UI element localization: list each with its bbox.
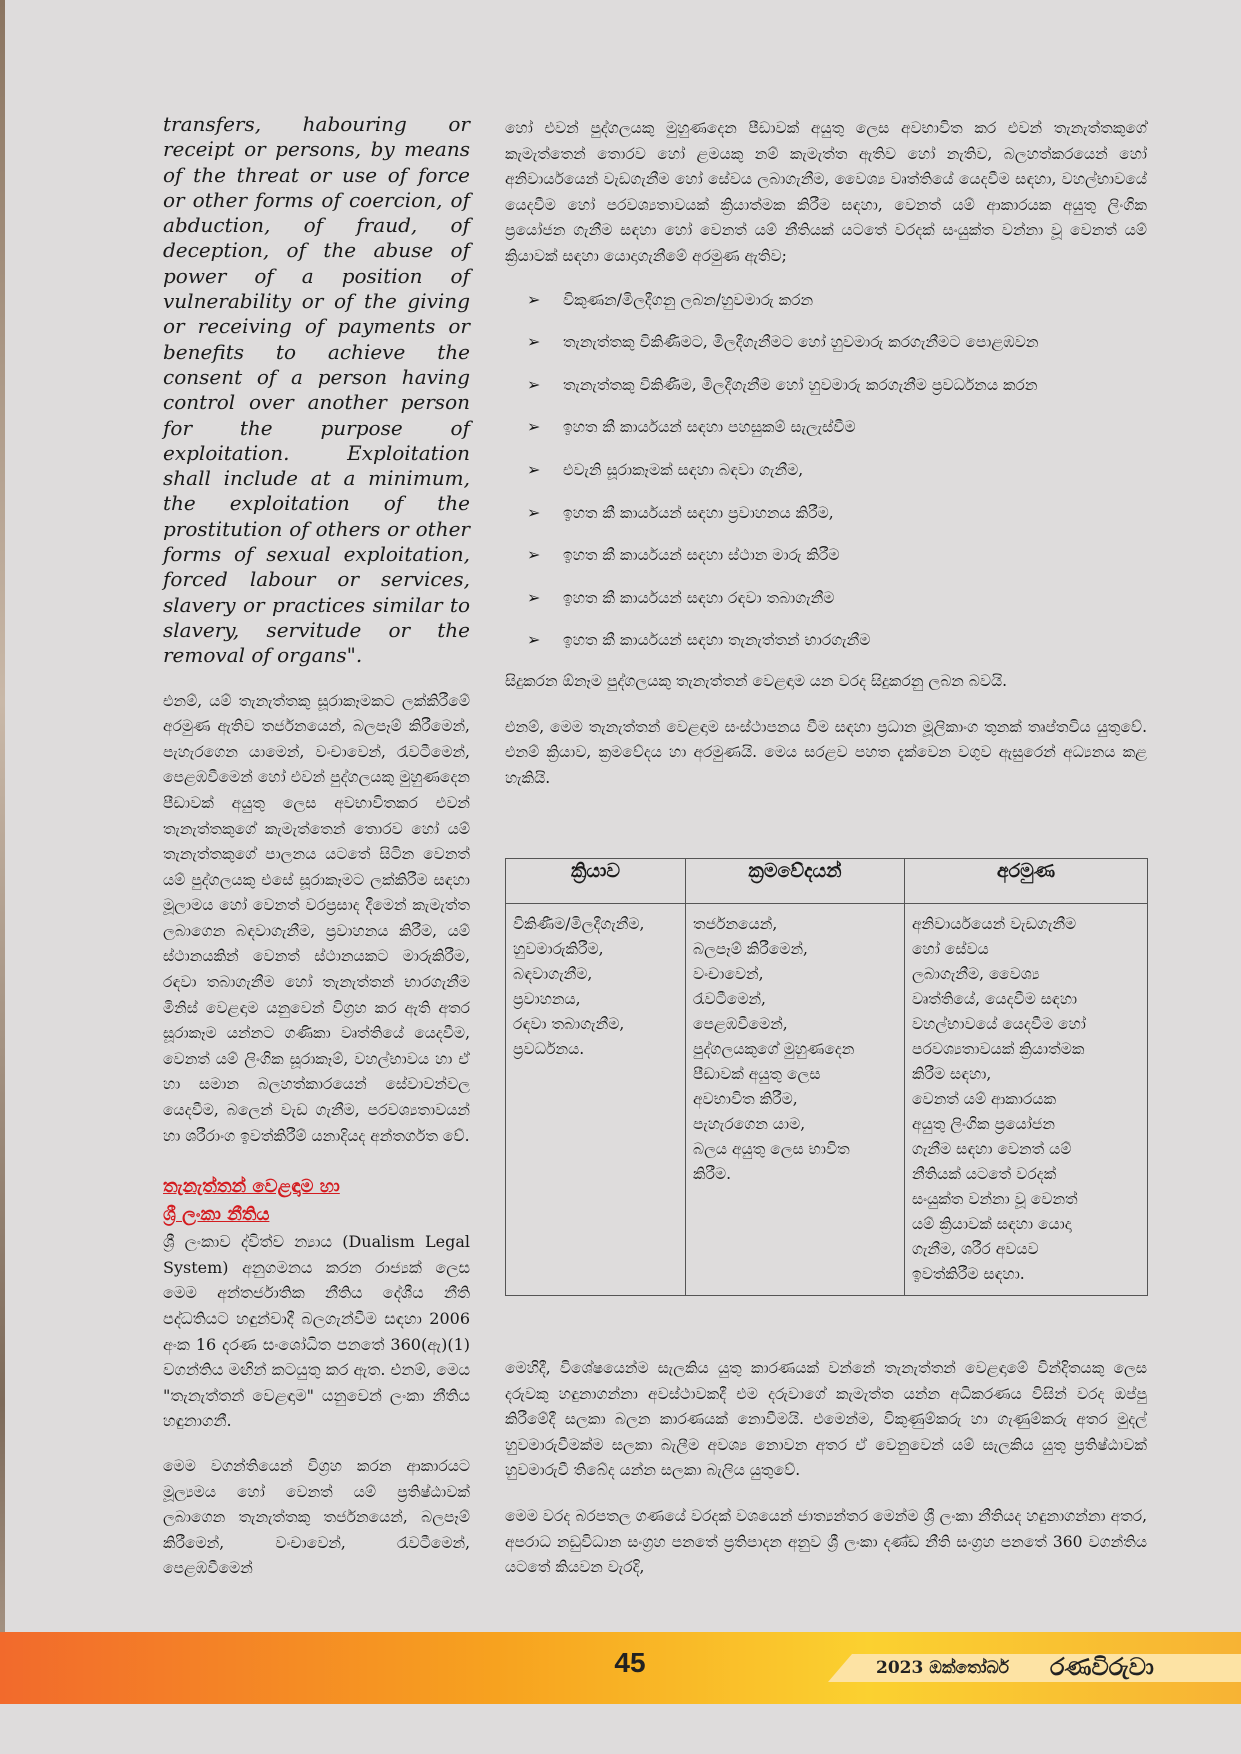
list-item-text: විකුණන/මිලදීගනු ලබන/හුවමාරු කරන [563, 290, 814, 309]
issue-date: 2023 ඔක්තෝබර් [876, 1658, 1010, 1678]
table-cell-line: ප්‍රවර්ධනය. [513, 1040, 585, 1058]
table-cell-line: බලපෑම් කිරීමෙන්, [693, 940, 808, 958]
list-item [505, 503, 1147, 523]
table-header-act: ක්‍රියාව [506, 859, 686, 904]
list-item-text: ඉහත කී කාර්යයන් සඳහා තැනැත්තන් භාරගැනීම [563, 631, 871, 650]
right-column [505, 116, 1147, 791]
table-cell-line: විකිණීම/මිලදීගැනීම, [513, 915, 645, 933]
table-cell-line: පීඩාවක් අයුතු ලෙස [693, 1065, 821, 1083]
table-cell-line: වංචාවෙන්, [693, 965, 764, 983]
paragraph-offence: සිදුකරන ඕනෑම පුද්ගලයකු තැනැත්තන් වෙළඳාම යන වරද සිදුකරනු ලබන බවයි. [505, 671, 1008, 690]
arrow-bullet-icon: ➢ [527, 417, 541, 437]
list-item-text: තැනැත්තකු විකිණීම, මිලදීගැනීම හෝ හුවමාරු කරගැනීම ප්‍රවර්ධනය කරන [563, 375, 1038, 394]
arrow-bullet-icon: ➢ [527, 587, 541, 607]
table-cell-line: රැවටීමෙන්, [693, 990, 766, 1008]
list-item-text: ඉහත කී කාර්යයන් සඳහා රඳවා තබාගැනීම [563, 588, 835, 607]
table-cell-line: ගැනීම, ශරීර අවයව [912, 1240, 1039, 1258]
list-item [505, 630, 1147, 650]
list-item-text: ඉහත කී කාර්යයන් සඳහා පහසුකම් සැලැස්වීම [563, 418, 856, 437]
table-cell-means [686, 904, 905, 1296]
arrow-bullet-icon: ➢ [527, 459, 541, 479]
list-item [505, 545, 1147, 565]
arrow-bullet-icon: ➢ [527, 630, 541, 650]
table-cell-line: පැහැරගෙන යාම, [693, 1115, 806, 1133]
list-item-text: එවැනි සූරාකෑමක් සඳහා බඳවා ගැනීම, [563, 460, 804, 479]
list-item-text: ඉහත කී කාර්යයන් සඳහා ප්‍රවාහනය කිරීම, [563, 503, 834, 522]
page-footer [0, 1632, 1241, 1704]
table-cell-line: පුද්ගලයකුගේ මුහුණදෙන [693, 1040, 855, 1058]
left-column [163, 112, 470, 1582]
table-cell-line: හුවමාරුකිරීම, [513, 940, 604, 958]
list-item-text: තැනැත්තකු විකිණීමට, මිලදීගැනීමට හෝ හුවමාරු කරගැනීමට පොළඹවන [563, 333, 1039, 352]
elements-table [505, 858, 1148, 1296]
table-cell-line: සංයුක්ත වන්නා වූ වෙනත් [912, 1190, 1078, 1208]
table-cell-line: ලබාගැනීම, වෛශ්‍ය [912, 965, 1040, 983]
table-cell-line: අයුතු ලිංගික ප්‍රයෝජන [912, 1115, 1055, 1133]
list-item [505, 417, 1147, 437]
paragraph-elements: එනම්, මෙම තැනැත්තන් වෙළඳාම සංස්ථාපනය වීම සඳහා ප්‍රධාන මූලිකාංග තුනක් තෘප්තවිය යුතුවේ. එනම් ක්‍රියාව, ක්‍රමවේදය හා අරමුණයි. මෙය සරළව පහත දැක්වෙන වගුව ඇසුරෙන් අධ්‍යනය කළ හැකියි. [505, 717, 1147, 787]
page-number: 45 [614, 1647, 646, 1678]
list-item [505, 290, 1147, 310]
arrow-bullet-icon: ➢ [527, 374, 541, 394]
table-header-purpose: අරමුණ [905, 859, 1148, 904]
table-cell-line: හෝ සේවය [912, 940, 989, 958]
paragraph-child-consent: මෙහිදී, විශේෂයෙන්ම සැලකිය යුතු කාරණයක් වන්නේ තැනැත්තන් වෙළඳාමේ වින්දිතයකු ලෙස දරුවකු හඳුනාගන්නා අවස්ථාවකදී එම දරුවාගේ කැමැත්ත යන්න අධිකරණය විසින් වරද ඔප්පු කිරීමේදී සලකා බලන කාරණයක් නොවීමයි. එමෙන්ම, විකුණුම්කරු හා ගැණුම්කරු අතර මුදල් හුවමාරුවීමක්ම සලකා බැලීම අවශ්‍ය නොවන අතර ඒ වෙනුවෙන් යම් සැලකිය යුතු ප්‍රතිෂ්ඨාවක් හුවමාරුවී තිබේද යන්න සලකා බැලිය යුතුවේ. [505, 1359, 1147, 1480]
arrow-bullet-icon: ➢ [527, 332, 541, 352]
table-cell-line: අනිවාර්යයෙන් වැඩගැනීම [912, 915, 1077, 933]
table-cell-line: නීතියක් යටතේ වරදක් [912, 1165, 1057, 1183]
table-cell-line: ඉවත්කිරීම සඳහා. [912, 1265, 1025, 1283]
table-cell-line: වෙනත් යම් ආකාරයක [912, 1090, 1057, 1108]
table-header-means: ක්‍රමවේදයන් [686, 859, 905, 904]
table-cell-purpose [905, 904, 1148, 1296]
table-cell-line: බඳවාගැනීම, [513, 965, 593, 983]
section-heading [163, 1173, 470, 1229]
table-cell-line: යම් ක්‍රියාවක් සඳහා යොදා [912, 1215, 1072, 1233]
table-cell-line: වෘත්තියේ, යෙදවීම සඳහා [912, 990, 1078, 1008]
bottom-margin [0, 1704, 1241, 1754]
arrow-bullet-icon: ➢ [527, 545, 541, 565]
list-item [505, 375, 1147, 395]
paragraph-dualism: ශ්‍රී ලංකාව ද්විත්ව න්‍යාය (Dualism Legal System) අනුගමනය කරන රාජ්‍යක් ලෙස මෙම අන්තර්ජාතික නීතිය දේශීය නීති පද්ධතියට හඳුන්වාදී බලගැන්වීම සඳහා 2006 අංක 16 දරණ සංශෝධිත පනතේ 360(ඇ)(1) වගන්තිය මඟින් කටයුතු කර ඇත. එනම්, මෙය "තැනැත්තන් වෙළඳාම" යනුවෙන් ලංකා නීතිය හඳුනාගනී. [163, 1232, 470, 1431]
list-item-text: ඉහත කී කාර්යයන් සඳහා ස්ථාන මාරු කිරීම [563, 546, 840, 565]
list-item [505, 332, 1147, 352]
table-cell-line: බලය අයුතු ලෙස භාවිත [693, 1140, 850, 1158]
magazine-logo: රණවිරුවා [1050, 1652, 1154, 1681]
table-cell-line: පෙළඹවීමෙන්, [693, 1015, 788, 1033]
table-cell-line: අවභාවිත කිරීම, [693, 1090, 798, 1108]
section-heading-line1: තැනැත්තන් වෙළඳාම හා [163, 1176, 340, 1198]
table-cell-line: වහල්භාවයේ යෙදවීම හෝ [912, 1015, 1086, 1033]
table-cell-line: කිරීම. [693, 1165, 732, 1183]
table-cell-line: කිරීම සඳහා, [912, 1065, 992, 1083]
table-cell-line: පරවශ්‍යතාවයක් ක්‍රියාත්මක [912, 1040, 1085, 1058]
paragraph-definition: එනම්, යම් තැනැත්තකු සූරාකෑමකට ලක්කිරීමේ අරමුණ ඇතිව තර්ජනයෙන්, බලපෑම් කිරීමෙන්, පැහැරගෙන යාමෙන්, වංචාවෙන්, රැවටීමෙන්, පෙළඹවීමෙන් හෝ එවන් පුද්ගලයකු මුහුණදෙන පීඩාවක් අයුතු ලෙස අවභාවිතකර එවන් තැනැත්තකුගේ කැමැත්තෙන් තොරව හෝ යම් තැනැත්තකුගේ පාලනය යටතේ සිටින වෙනත් යම් පුද්ගලයකු එසේ සූරාකෑමට ලක්කිරීම සඳහා මූලාමය හෝ වෙනත් වරප්‍රසාද දීමෙන් කැමැත්ත ලබාගෙන බඳවාගැනීම, ප්‍රවාහනය කිරීම, යම් ස්ථානයකින් වෙනත් ස්ථානයකට මාරුකිරීම, රඳවා තබාගැනීම හෝ තැනැත්තන් භාරගැනීම මිනිස් වෙළඳාම යනුවෙන් විග්‍රහ කර ඇති අතර සූරාකෑම යන්නට ගණිකා වෘත්තියේ යෙදවීම, වෙනත් යම් ලිංගික සූරාකෑම්, වහල්භාවය හා ඒ හා සමාන බලහත්කාරයෙන් සේවාවන්වල යෙදවීම, බලෙන් වැඩ ගැනීම, පරවශ්‍යතාවයන් හා ශරීරාංග ඉවත්කිරීම් යනාදියද අන්තර්ගත වේ. [163, 691, 470, 1145]
paragraph-section-explanation: මෙම වගන්තියෙන් විග්‍රහ කරන ආකාරයට මූල්‍යමය හෝ වෙනත් යම් ප්‍රතිෂ්ඨාවක් ලබාගෙන තැනැත්තකු තර්ජනයෙන්, බලපෑම් කිරීමෙන්, වංචාවෙන්, රැවටීමෙන්, පෙළඹවීමෙන් [163, 1456, 470, 1578]
section-heading-line2: ශ්‍රී ලංකා නීතිය [163, 1204, 270, 1226]
table-cell-act [506, 904, 686, 1296]
paragraph-serious-offence: මෙම වරද බරපතල ගණයේ වරදක් වශයෙන් ජාත්‍යන්තර මෙන්ම ශ්‍රී ලංකා නීතියද හඳුනාගන්නා අතර, අපරාධ නඩුවිධාන සංග්‍රහ පනතේ ප්‍රතිපාදන අනුව ශ්‍රී ලංකා දණ්ඩ නීති සංග්‍රහ පනතේ 360 වගන්තිය යටතේ කියවන වැරදි, [505, 1506, 1147, 1577]
arrow-bullet-icon: ➢ [527, 502, 541, 522]
page-edge [0, 0, 5, 1754]
english-quote: transfers, habouring or receipt or persons, by means of the threat or use of force or other forms of coercion, of abduction, of fraud, of deception, of the abuse of power of a position of vulnerability or of the giving or receiving of payments or benefits to achieve the consent of a person having control over another person for the purpose of exploitation. Exploitation shall include at a minimum, the exploitation of the prostitution of others or other forms of sexual exploitation, forced labour or services, slavery or practices similar to slavery, servitude or the removal of organs". [163, 112, 470, 668]
table-cell-line: ප්‍රවාහනය, [513, 990, 581, 1008]
table-cell-line: රඳවා තබාගැනීම, [513, 1015, 625, 1033]
paragraph-intro: හෝ එවන් පුද්ගලයකු මුහුණදෙන පීඩාවක් අයුතු ලෙස අවභාවිත කර එවන් තැනැත්තකුගේ කැමැත්තෙන් තොරව හෝ ළමයකු නම් කැමැත්ත ඇතිව හෝ නැතිව, බලහත්කරයෙන් හෝ අනිවාර්යයෙන් වැඩගැනීම හෝ සේවය ලබාගැනීම, වෛශ්‍ය වෘත්තියේ යෙදවීම සඳහා, වහල්භාවයේ යෙදවීම හෝ පරවශ්‍යතාවයක් ක්‍රියාත්මක කිරීම සඳහා, වෙනත් යම් ආකාරයක අයුතු ලිංගික ප්‍රයෝජන ගැනීම සඳහා හෝ වෙනත් යම් නීතියක් යටතේ වරදක් සංයුක්ත වන්නා වූ වෙනත් යම් ක්‍රියාවක් සඳහා යොදාගැනීමේ අරමුණ ඇතිව; [505, 119, 1147, 265]
table-cell-line: ගැනීම සඳහා වෙනත් යම් [912, 1140, 1072, 1158]
arrow-bullet-icon: ➢ [527, 289, 541, 309]
bullet-list [505, 290, 1147, 651]
list-item [505, 588, 1147, 608]
right-column-lower [505, 1356, 1147, 1581]
table-cell-line: තර්ජනයෙන්, [693, 915, 778, 933]
list-item [505, 460, 1147, 480]
